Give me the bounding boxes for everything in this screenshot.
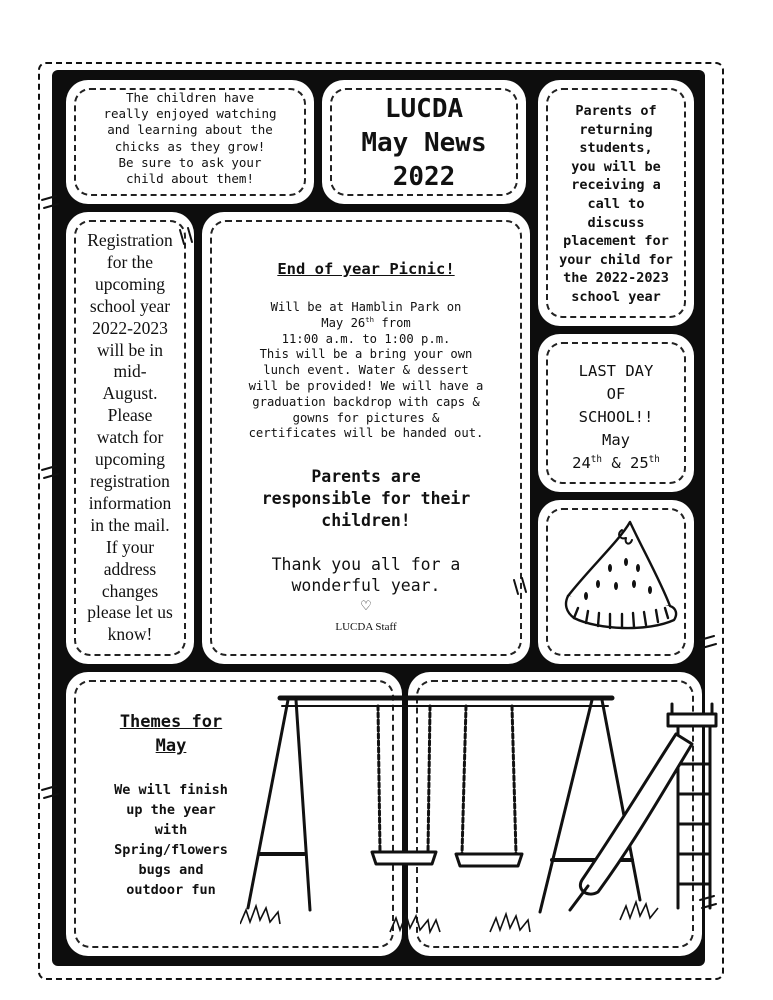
registration-line: will be in: [96, 339, 164, 360]
picnic-date-suffix: th: [365, 314, 375, 324]
title-line-1: LUCDA: [384, 94, 464, 124]
parents-line: returning: [579, 121, 653, 138]
picnic-date: May 26: [321, 315, 366, 330]
last-day-amp: &: [602, 454, 630, 472]
chicks-line: child about them!: [126, 171, 254, 187]
themes-line: We will finish: [114, 782, 228, 798]
parents-line: school year: [571, 288, 661, 305]
last-day-line: May: [602, 431, 630, 449]
responsible-line: Parents are: [311, 467, 421, 486]
themes-line: outdoor fun: [126, 882, 216, 898]
chicks-line: The children have: [126, 90, 254, 105]
registration-line: registration: [90, 470, 170, 491]
parents-line: students,: [579, 140, 653, 157]
registration-line: mid-: [113, 361, 147, 382]
parents-line: your child for: [559, 251, 673, 268]
picnic-date-from: from: [374, 315, 411, 330]
registration-line: If your: [105, 536, 155, 557]
picnic-line: Will be at Hamblin Park on: [270, 300, 462, 314]
last-day-line: SCHOOL!!: [578, 408, 654, 426]
parents-line: Parents of: [575, 103, 657, 119]
chicks-line: chicks as they grow!: [114, 138, 266, 154]
registration-line: address: [103, 558, 157, 579]
themes-line: with: [154, 822, 188, 838]
registration-line: in the mail.: [90, 514, 170, 535]
chicks-line: really enjoyed watching: [103, 106, 277, 122]
parents-line: the 2022-2023: [563, 270, 669, 287]
registration-line: Please: [107, 405, 153, 426]
staff-signature: LUCDA Staff: [335, 621, 397, 633]
picnic-line: gowns for pictures &: [292, 410, 440, 425]
chicks-line: and learning about the: [107, 122, 273, 138]
last-day-line: OF: [606, 385, 626, 403]
themes-heading-line-2: May: [155, 736, 187, 756]
title-line-3: 2022: [392, 162, 456, 192]
last-day-line: LAST DAY: [578, 362, 654, 380]
themes-heading-line-1: Themes for: [119, 712, 223, 732]
last-day-date-1: 24: [572, 454, 591, 472]
thanks-line: wonderful year.: [291, 576, 441, 595]
thanks-line: Thank you all for a: [271, 555, 461, 574]
themes-line: bugs and: [138, 862, 204, 878]
responsible-line: children!: [321, 511, 411, 530]
registration-line: Registration: [87, 230, 173, 250]
registration-line: please let us: [87, 602, 173, 623]
picnic-line: certificates will be handed out.: [248, 426, 484, 441]
parents-line: placement for: [563, 233, 669, 250]
parents-line: call to: [587, 195, 645, 212]
responsible-line: responsible for their: [261, 489, 471, 508]
picnic-line: This will be a bring your own: [259, 347, 473, 362]
parents-line: discuss: [587, 214, 645, 231]
picnic-line: 11:00 a.m. to 1:00 p.m.: [281, 331, 451, 346]
registration-line: school year: [89, 295, 171, 316]
registration-line: watch for: [96, 427, 164, 448]
last-day-date-1-suffix: th: [590, 453, 602, 465]
registration-line: for the: [106, 251, 154, 272]
registration-line: upcoming: [95, 449, 165, 470]
themes-line: up the year: [126, 802, 216, 818]
picnic-line: graduation backdrop with caps &: [252, 394, 480, 409]
chicks-line: Be sure to ask your: [118, 154, 262, 170]
last-day-date-2: 25: [630, 454, 649, 472]
registration-line: changes: [101, 580, 159, 601]
picnic-line: will be provided! We will have a: [248, 378, 484, 393]
parents-line: receiving a: [571, 177, 661, 194]
parents-line: you will be: [571, 158, 661, 175]
registration-line: August.: [102, 383, 158, 404]
picnic-heading: End of year Picnic!: [277, 260, 455, 278]
picnic-line: lunch event. Water & dessert: [263, 363, 469, 378]
registration-line: know!: [107, 624, 153, 645]
themes-line: Spring/flowers: [114, 842, 228, 858]
last-day-date-2-suffix: th: [648, 453, 660, 465]
registration-line: 2022-2023: [92, 317, 168, 338]
title-line-2: May News: [361, 128, 487, 158]
registration-line: information: [88, 492, 172, 513]
heart-icon: ♡: [360, 598, 372, 613]
registration-line: upcoming: [95, 273, 165, 294]
